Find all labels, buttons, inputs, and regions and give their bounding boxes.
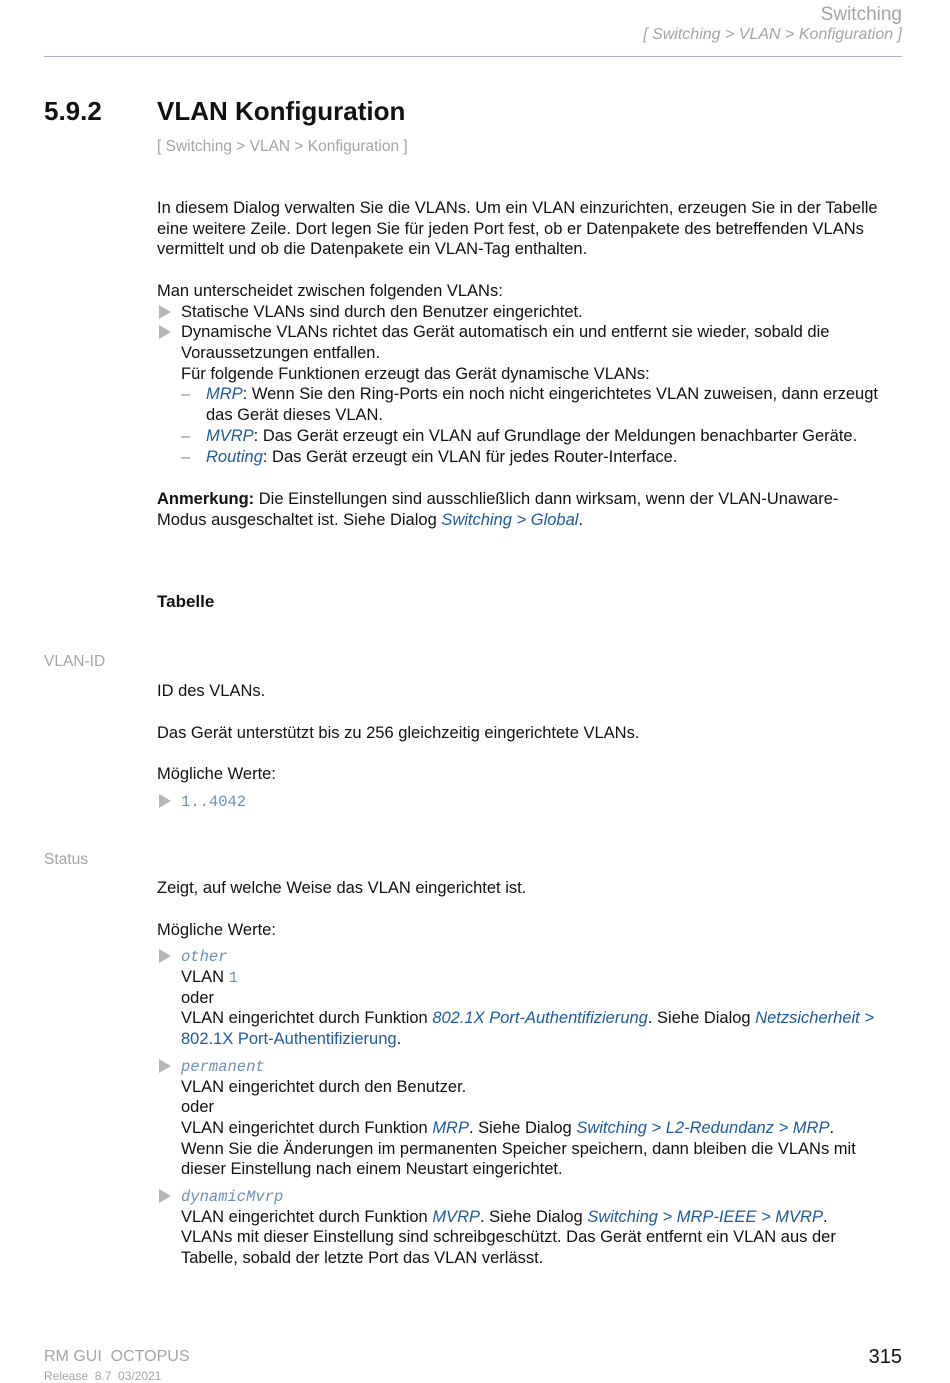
vlan-types-block [157,281,905,467]
footer-product: RM GUI OCTOPUS [44,1348,190,1365]
status-value-other: other [181,948,228,967]
vlan-id-range: 1..4042 [181,793,247,812]
list-item: dynamicMvrp VLAN eingerichtet durch Funktion MVRP. Siehe Dialog Switching > MRP-IEEE > MVRP. VLANs mit dieser Einstellung sind schreibgeschützt. Das Gerät entfernt ein VLAN aus der Tabelle, sobald der letzte Port das VLAN verlässt. [157,1186,905,1269]
mvrp-function-link[interactable]: MVRP [432,1207,480,1226]
triangle-bullet-icon [159,1059,171,1073]
header-divider [44,56,902,57]
triangle-bullet-icon [159,325,171,339]
vlan-id-values-label: Mögliche Werte: [157,765,276,784]
intro-line: eine weitere Zeile. Dort legen Sie für jeden Port fest, ob er Datenpakete des betreffenden VLANs [157,219,864,238]
netzsicherheit-link[interactable]: Netzsicherheit > [755,1009,874,1028]
routing-link[interactable]: Routing [206,447,263,466]
status-label: Status [44,851,88,868]
list-item: permanent VLAN eingerichtet durch den Benutzer. oder VLAN eingerichtet durch Funktion MRP. Siehe Dialog Switching > L2-Redundanz > MRP. Wenn Sie die Änderungen im permanenten Speicher speichern, dann bleiben die VLANs mit dieser Einstellung nach einem Neustart eingerichtet. [157,1056,905,1180]
sub-list-item: – MRP: Wenn Sie den Ring-Ports ein noch nicht eingerichtetes VLAN zuweisen, dann erzeugt das Gerät dieses VLAN. [181,385,878,425]
status-value-dynamicmvrp: dynamicMvrp [181,1187,284,1206]
sub-list-item: – Routing: Das Gerät erzeugt ein VLAN für jedes Router-Interface. [181,447,678,466]
l2-redundanz-mrp-link[interactable]: Switching > L2-Redundanz > MRP [576,1118,830,1137]
status-values-label: Mögliche Werte: [157,920,276,939]
table-heading: Tabelle [157,592,215,611]
intro-line: In diesem Dialog verwalten Sie die VLANs. Um ein VLAN einzurichten, erzeugen Sie in der Tabelle [157,199,878,217]
list-item: Dynamische VLANs richtet das Gerät automatisch ein und entfernt sie wieder, sobald die Voraussetzungen entfallen. Für folgende Funktionen erzeugt das Gerät dynamische VLANs: [157,322,905,384]
vlan-types-lead: Man unterscheidet zwischen folgenden VLANs: [157,282,503,300]
section-number: 5.9.2 [44,96,102,126]
section-breadcrumb: [ Switching > VLAN > Konfiguration ] [157,138,408,155]
intro-paragraph [157,198,905,260]
running-header-title: Switching [820,4,902,25]
triangle-bullet-icon [159,794,171,808]
vlan-id-block [157,681,905,812]
status-value-permanent: permanent [181,1057,265,1076]
status-desc: Zeigt, auf welche Weise das VLAN eingerichtet ist. [157,879,527,897]
page-number: 315 [868,1346,902,1368]
status-block [157,878,905,1269]
dash-bullet-icon: – [181,426,191,445]
note-paragraph: Anmerkung: Die Einstellungen sind ausschließlich dann wirksam, wenn der VLAN-Unaware- Modus ausgeschaltet ist. Siehe Dialog Switching > Global. [157,490,839,529]
section-title: VLAN Konfiguration [157,96,406,126]
mvrp-link[interactable]: MVRP [206,426,254,445]
footer-release: Release 8.7 03/2021 [44,1369,162,1383]
note-label: Anmerkung: [157,490,255,508]
triangle-bullet-icon [159,305,171,319]
vlan-id-support: Das Gerät unterstützt bis zu 256 gleichzeitig eingerichtete VLANs. [157,723,640,742]
dash-bullet-icon: – [181,385,191,404]
list-item: Statische VLANs sind durch den Benutzer eingerichtet. [157,302,905,323]
port-auth-link[interactable]: 802.1X Port-Authentifizierung [432,1009,648,1028]
switching-global-link[interactable]: Switching > Global [441,510,579,529]
list-item: other VLAN 1 oder VLAN eingerichtet durch Funktion 802.1X Port-Authentifizierung. Siehe Dialog Netzsicherheit > 802.1X Port-Authentifizierung. [157,946,905,1049]
mrp-ieee-mvrp-link[interactable]: Switching > MRP-IEEE > MVRP [587,1207,823,1226]
triangle-bullet-icon [159,949,171,963]
running-header-breadcrumb: [ Switching > VLAN > Konfiguration ] [643,26,902,43]
dash-bullet-icon: – [181,447,191,466]
vlan-id-desc: ID des VLANs. [157,682,266,700]
mrp-function-link[interactable]: MRP [432,1118,469,1137]
port-auth-dialog-link[interactable]: 802.1X Port-Authentifizierung [181,1030,397,1049]
intro-line: vermittelt und ob die Datenpakete ein VLAN-Tag enthalten. [157,240,588,259]
mrp-link[interactable]: MRP [206,385,243,404]
vlan-id-label: VLAN-ID [44,653,106,670]
sub-list-item: – MVRP: Das Gerät erzeugt ein VLAN auf Grundlage der Meldungen benachbarter Geräte. [181,426,858,445]
list-item [157,791,905,812]
triangle-bullet-icon [159,1189,171,1203]
